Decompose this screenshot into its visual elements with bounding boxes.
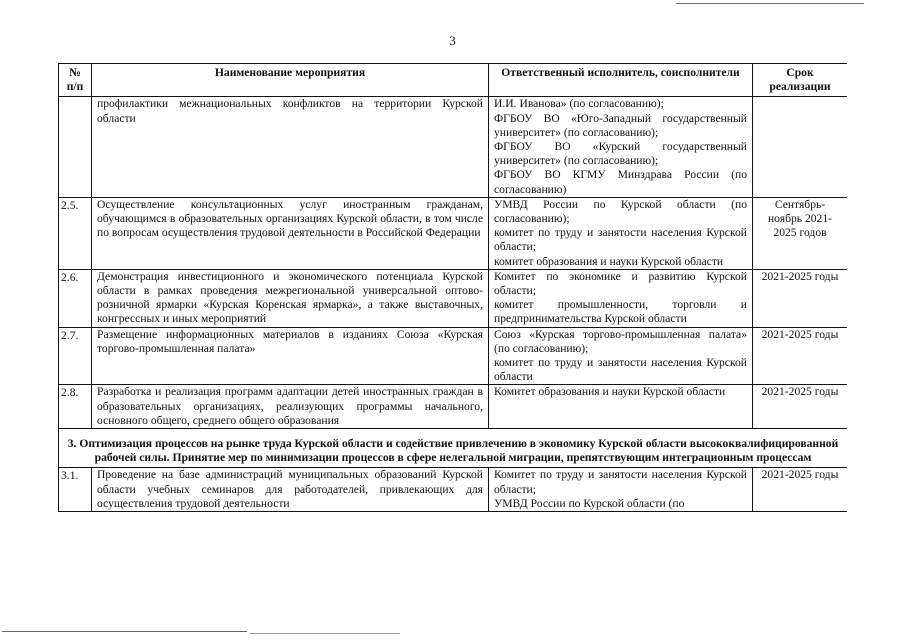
responsible-item: комитет образования и науки Курской области <box>494 254 724 268</box>
row-responsible <box>489 269 753 327</box>
row-name: профилактики межнациональных конфликтов на территории Курской области <box>92 97 489 197</box>
row-name: Размещение информационных материалов в изданиях Союза «Курская торгово-промышленная палата» <box>92 327 489 385</box>
responsible-item: комитет по труду и занятости населения Курской области; <box>494 226 747 254</box>
row-term: 2021-2025 годы <box>753 385 848 429</box>
responsible-item: Комитет образования и науки Курской области <box>494 385 726 399</box>
row-responsible <box>489 97 753 197</box>
header-responsible: Ответственный исполнитель, соисполнители <box>489 64 753 97</box>
row-responsible <box>489 327 753 385</box>
responsible-item: комитет по труду и занятости населения Курской области <box>494 356 747 384</box>
table-row <box>59 269 848 327</box>
responsible-item: Комитет по экономике и развитию Курской области; <box>494 269 747 298</box>
row-responsible <box>489 468 753 512</box>
activities-table <box>58 63 847 512</box>
table-container <box>58 63 847 568</box>
section-header-row <box>59 429 848 468</box>
header-name: Наименование мероприятия <box>92 64 489 97</box>
row-num <box>59 97 92 197</box>
table-row <box>59 327 848 385</box>
row-term: 2021-2025 годы <box>753 327 848 385</box>
responsible-item: УМВД России по Курской области (по <box>494 496 685 510</box>
table-header-row <box>59 64 848 97</box>
scan-artifact-bottom <box>2 631 247 632</box>
responsible-item: УМВД России по Курской области (по согласованию); <box>494 197 747 226</box>
row-responsible <box>489 197 753 269</box>
scan-artifact-top <box>676 3 864 4</box>
row-term: 2021-2025 годы <box>753 269 848 327</box>
responsible-item: И.И. Иванова» (по согласованию); <box>494 97 664 111</box>
page-number: 3 <box>449 33 456 48</box>
responsible-item: комитет промышленности, торговли и предпринимательства Курской области <box>494 298 747 326</box>
row-term: 2021-2025 годы <box>753 468 848 512</box>
header-term: Срок реализации <box>753 64 848 97</box>
row-num: 2.7. <box>59 327 92 385</box>
responsible-item: ФГБОУ ВО «Юго-Западный государственный университет» (по согласованию); <box>494 111 747 139</box>
row-num: 3.1. <box>59 468 92 512</box>
section-title: 3. Оптимизация процессов на рынке труда Курской области и содействие привлечению в экономику Курской области высококвалифицированной рабочей силы. Принятие мер по минимизации процессов в сфере нелегальной миграции, препятствующим интеграционным процессам <box>59 429 848 468</box>
header-num: № п/п <box>59 64 92 97</box>
row-term <box>753 97 848 197</box>
scan-artifact-bottom-faint <box>250 633 400 634</box>
responsible-item: Комитет по труду и занятости населения Курской области; <box>494 468 747 496</box>
row-responsible <box>489 385 753 429</box>
table-row <box>59 97 848 197</box>
row-num: 2.6. <box>59 269 92 327</box>
row-num: 2.8. <box>59 385 92 429</box>
responsible-item: Союз «Курская торгово-промышленная палата» (по согласованию); <box>494 327 747 355</box>
row-name: Проведение на базе администраций муниципальных образований Курской области учебных семинаров для работодателей, привлекающих для осуществления трудовой деятельности <box>92 468 489 512</box>
row-num: 2.5. <box>59 197 92 269</box>
table-row <box>59 197 848 269</box>
row-name: Осуществление консультационных услуг иностранным гражданам, обучающимся в образовательных организациях Курской области, в том числе по вопросам осуществления трудовой деятельности в Российской Федерации <box>92 197 489 269</box>
row-name: Демонстрация инвестиционного и экономического потенциала Курской области в рамках проведения межрегиональной универсальной оптово-розничной ярмарки «Курская Коренская ярмарка», а также выставочных, конгрессных и иных мероприятий <box>92 269 489 327</box>
table-row <box>59 385 848 429</box>
row-name: Разработка и реализация программ адаптации детей иностранных граждан в образовательных организациях, реализующих программы начального, основного общего, среднего общего образования <box>92 385 489 429</box>
responsible-item: ФГБОУ ВО КГМУ Минздрава России (по согласованию) <box>494 168 747 196</box>
table-row <box>59 468 848 512</box>
row-term: Сентябрь-ноябрь 2021-2025 годов <box>753 197 848 269</box>
responsible-item: ФГБОУ ВО «Курский государственный университет» (по согласованию); <box>494 140 747 168</box>
